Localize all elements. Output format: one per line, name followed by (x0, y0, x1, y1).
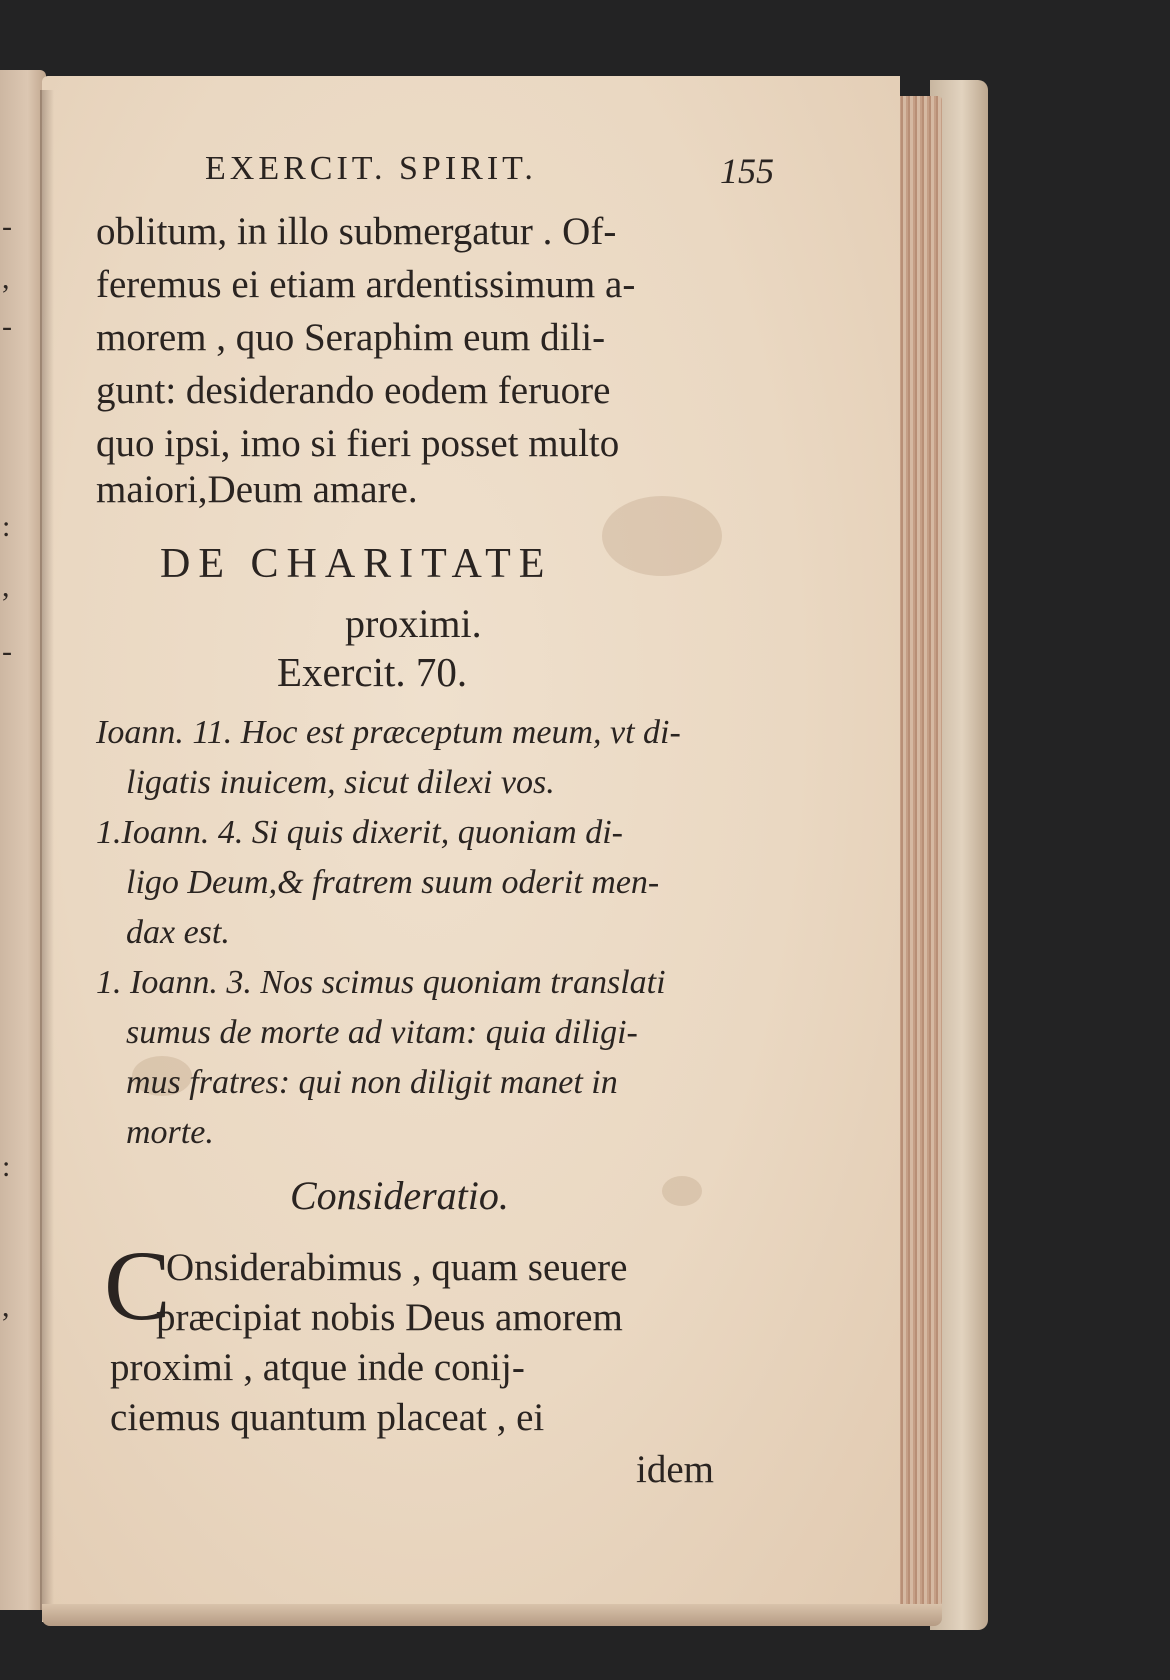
left-edge-mark: , (2, 262, 10, 295)
left-edge-mark: - (2, 635, 12, 668)
running-head: EXERCIT. SPIRIT. (205, 150, 537, 187)
scripture-quote-line: sumus de morte ad vitam: quia diligi- (126, 1014, 638, 1051)
foxing-stain (662, 1176, 702, 1206)
section-heading: DE CHARITATE (160, 541, 553, 587)
text-line: maiori,Deum amare. (96, 468, 418, 511)
left-edge-mark: : (2, 1150, 11, 1183)
exercise-number: Exercit. 70. (277, 649, 468, 695)
left-edge-mark: - (2, 210, 12, 243)
text-line: feremus ei etiam ardentissimum a- (96, 263, 636, 306)
scripture-quote-line: Ioann. 11. Hoc est præceptum meum, vt di- (96, 714, 681, 751)
spine-shadow (40, 90, 54, 1610)
scripture-quote-line: ligatis inuicem, sicut dilexi vos. (126, 764, 555, 801)
left-edge-mark: - (2, 310, 12, 343)
text-line (96, 318, 694, 357)
page-bottom-edge (42, 1604, 942, 1626)
consideratio-title: Consideratio. (290, 1173, 509, 1218)
scripture-quote-line: ligo Deum,& fratrem suum oderit men- (126, 864, 660, 901)
section-subheading: proximi. (345, 601, 482, 646)
text-line: gunt: desiderando eodem feruore (96, 369, 611, 412)
text-line: oblitum, in illo submergatur . Of- (96, 210, 617, 253)
left-edge-mark: , (2, 1290, 10, 1323)
left-edge-mark: : (2, 510, 11, 543)
text-line: præcipiat nobis Deus amorem (156, 1296, 623, 1339)
left-edge-mark: , (2, 570, 10, 603)
scripture-quote-line: mus fratres: qui non diligit manet in (126, 1064, 618, 1101)
text-line: quo ipsi, imo si fieri posset multo (96, 422, 620, 465)
text-line: ciemus quantum placeat , ei (110, 1396, 545, 1439)
text-line: morem , quo Seraphim eum dili- (96, 316, 606, 359)
page-number: 155 (720, 151, 774, 191)
text-line: proximi , atque inde conij- (110, 1346, 525, 1389)
text-line (96, 371, 694, 410)
scripture-quote-line: 1.Ioann. 4. Si quis dixerit, quoniam di- (96, 814, 623, 851)
text-line (96, 212, 694, 251)
text-line: Onsiderabimus , quam seuere (166, 1246, 628, 1289)
drop-cap: C (104, 1230, 171, 1341)
scripture-quote-line: morte. (126, 1114, 214, 1151)
scripture-quote-line: 1. Ioann. 3. Nos scimus quoniam translati (96, 964, 666, 1001)
foxing-stain (602, 496, 722, 576)
scripture-quote-line: dax est. (126, 914, 230, 951)
catchword: idem (636, 1448, 714, 1491)
text-line (96, 424, 694, 463)
text-line (96, 265, 694, 304)
